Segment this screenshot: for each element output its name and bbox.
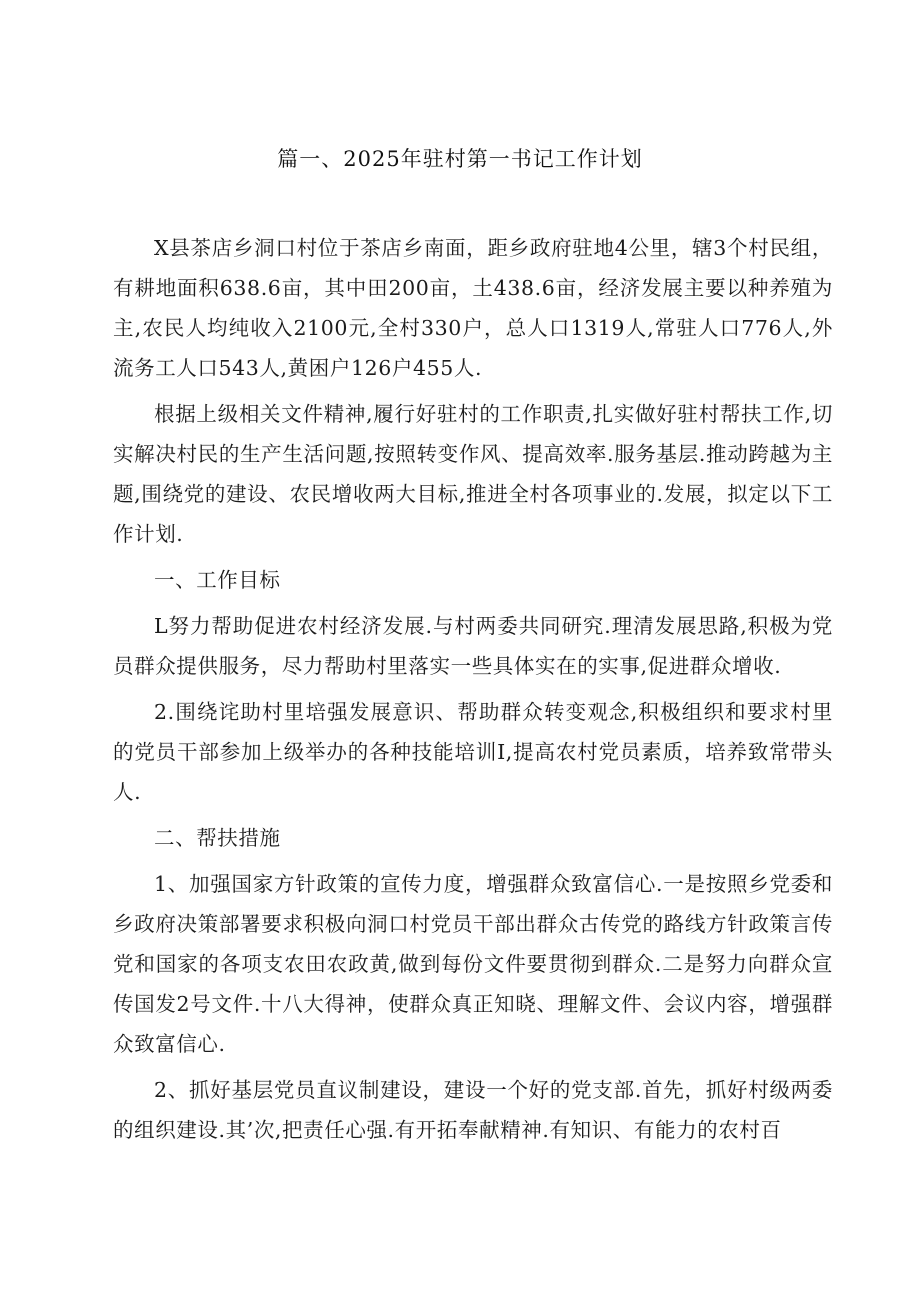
paragraph-goal-2: 2.围绕诧助村里培强发展意识、帮助群众转变观念,积极组织和要求村里的党员干部参加上级举办的各种技能培训I,提高农村党员素质，培养致常带头人. [113,700,833,804]
paragraph-measure-2: 2、抓好基层党员直议制建设，建设一个好的党支部.首先，抓好村级两委的组织建设.其’次,把责任心强.有开拓奉献精神.有知识、有能力的农村百 [113,1078,833,1142]
paragraph-goal-1: L努力帮助促进农村经济发展.与村两委共同研究.理清发展思路,积极为党员群众提供服务，尽力帮助村里落实一些具体实在的实事,促进群众增收. [113,614,833,678]
paragraph-plan-basis: 根据上级相关文件精神,履行好驻村的工作职责,扎实做好驻村帮扶工作,切实解决村民的生产生活问题,按照转变作风、提高效率.服务基层.推动跨越为主题,围绕党的建设、农民增收两大目标,推进全村各项事业的.发展，拟定以下工作计划. [113,402,833,546]
section-heading-measures: 二、帮扶措施 [154,826,281,850]
paragraph-measure-1: 1、加强国家方针政策的宣传力度，增强群众致富信心.一是按照乡党委和乡政府决策部署要求积极向洞口村党员干部出群众古传党的路线方针政策言传党和国家的各项支农田农政黄,做到每份文件要贯彻到群众.二是努力向群众宣传国发2号文件.十八大得神，使群众真正知晓、理解文件、会议内容，增强群众致富信心. [113,872,833,1056]
document-title: 篇一、2025年驻村第一书记工作计划 [277,147,643,171]
document-body [113,228,833,1150]
paragraph-village-overview: X县茶店乡洞口村位于茶店乡南面，距乡政府驻地4公里，辖3个村民组，有耕地面积638.6亩，其中田200亩，土438.6亩，经济发展主要以种养殖为主,农民人均纯收入2100元,全村330户，总人口1319人,常驻人口776人,外流务工人口543人,黄困户126户455人. [113,236,833,380]
section-heading-goals: 一、工作目标 [154,568,281,592]
